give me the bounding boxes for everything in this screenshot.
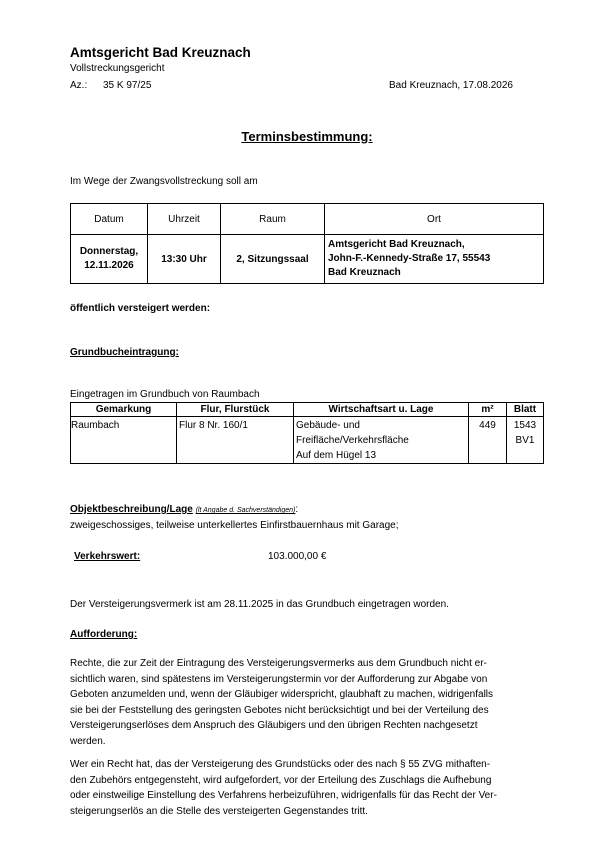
auction-text: öffentlich versteigert werden: [70,303,211,314]
grundbuch-wirtschaft-line1: Gebäude- und [296,420,360,431]
schedule-place-line3: Bad Kreuznach [328,267,401,278]
object-note: (lt Angabe d. Sachverständigen) [195,507,296,514]
schedule-time: 13:30 Uhr [148,235,221,284]
schedule-row [71,235,544,284]
object-description: zweigeschossiges, teilweise unterkellertes Einfirstbauernhaus mit Garage; [70,520,399,531]
schedule-header-room: Raum [221,204,325,235]
court-department: Vollstreckungsgericht [70,63,165,74]
grundbuch-header-row [71,403,544,417]
grundbuch-intro: Eingetragen im Grundbuch von Raumbach [70,389,260,400]
request-p1-line: Versteigerungserlöses dem Anspruch des Gläubigers und den übrigen Rechten nachgesetzt [70,720,478,731]
value-amount: 103.000,00 € [268,551,327,562]
grundbuch-table [70,402,544,464]
court-name: Amtsgericht Bad Kreuznach [70,45,251,60]
grundbuch-wirtschaft-line2: Freifläche/Verkehrsfläche [296,435,409,446]
grundbuch-blatt [507,417,544,464]
request-p1-line: Geboten anzumelden und, wenn der Gläubiger widerspricht, glaubhaft zu machen, widrigenfalls [70,689,494,700]
file-number: 35 K 97/25 [103,80,152,91]
schedule-date-line2: 12.11.2026 [84,260,134,271]
request-p1-line: sie bei der Feststellung des geringsten Gebotes nicht berücksichtigt und bei der Verteilung des [70,704,489,716]
intro-text: Im Wege der Zwangsvollstreckung soll am [70,176,258,187]
request-p1-line: sichtlich waren, sind spätestens im Versteigerungstermin vor der Aufforderung zur Abgabe von [70,673,488,685]
grundbuch-gemarkung: Raumbach [71,417,177,464]
value-label: Verkehrswert: [74,551,141,562]
request-p2-line: steigerungserlös an die Stelle des versteigerten Gegenstandes tritt. [70,805,368,817]
grundbuch-header-wirtschaft: Wirtschaftsart u. Lage [294,403,469,417]
schedule-room: 2, Sitzungssaal [221,235,325,284]
schedule-header-place: Ort [325,204,544,235]
schedule-date-line1: Donnerstag, [79,246,139,257]
grundbuch-heading: Grundbucheintragung: [70,347,179,358]
grundbuch-wirtschaft [294,417,469,464]
grundbuch-wirtschaft-line3: Auf dem Hügel 13 [296,450,377,461]
object-note-suffix: : [295,504,299,515]
request-p2-line: oder einstweilige Einstellung des Verfahrens herbeizuführen, widrigenfalls für das Recht der Ver- [70,790,497,801]
schedule-date [71,235,148,284]
page-title: Terminsbestimmung: [241,129,373,144]
schedule-header-date: Datum [71,204,148,235]
grundbuch-header-blatt: Blatt [507,403,544,417]
grundbuch-blatt-line2: BV1 [515,435,535,446]
grundbuch-header-flur: Flur, Flurstück [177,403,294,417]
request-p1-line: werden. [70,735,106,747]
registration-text: Der Versteigerungsvermerk ist am 28.11.2025 in das Grundbuch eingetragen worden. [70,599,449,610]
file-label: Az.: [70,80,88,91]
schedule-place-line1: Amtsgericht Bad Kreuznach, [328,239,465,250]
grundbuch-blatt-line1: 1543 [513,420,537,431]
grundbuch-row [71,417,544,464]
schedule-table [70,203,544,284]
request-p1-line: Rechte, die zur Zeit der Eintragung des Versteigerungsvermerks aus dem Grundbuch nicht er- [70,658,487,669]
grundbuch-flur: Flur 8 Nr. 160/1 [177,417,294,464]
object-heading: Objektbeschreibung/Lage [70,504,193,515]
place-date: Bad Kreuznach, 17.08.2026 [389,80,513,91]
grundbuch-header-area: m² [469,403,507,417]
schedule-place [325,235,544,284]
request-paragraph-1 [70,656,544,749]
request-p2-line: den Zubehörs entgegensteht, wird aufgefordert, vor der Erteilung des Zuschlags die Aufhebung [70,774,492,786]
request-p2-line: Wer ein Recht hat, das der Versteigerung des Grundstücks oder des nach § 55 ZVG mithaften- [70,759,491,770]
object-heading-line [70,504,298,515]
grundbuch-header-gemarkung: Gemarkung [71,403,177,417]
schedule-place-line2: John-F.-Kennedy-Straße 17, 55543 [328,253,491,264]
grundbuch-area: 449 [469,417,507,464]
schedule-header-time: Uhrzeit [148,204,221,235]
schedule-header-row [71,204,544,235]
request-paragraph-2 [70,757,544,819]
request-heading: Aufforderung: [70,629,138,640]
